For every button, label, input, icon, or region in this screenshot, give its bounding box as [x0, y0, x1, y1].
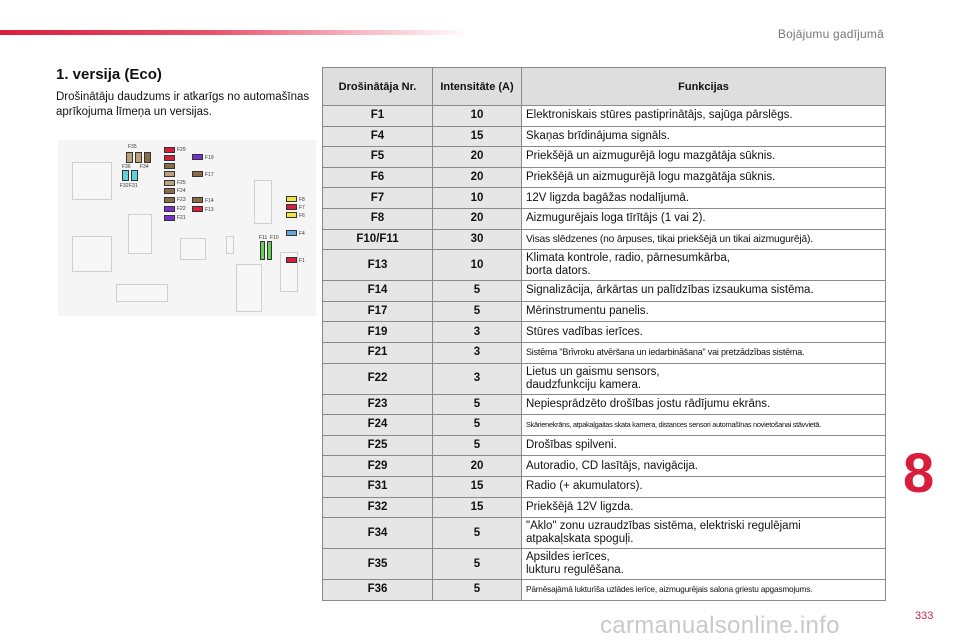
fuse-func: Pārnēsajāmā lukturīša uzlādes ierīce, aizmugurējais salona griestu apgasmojums. [522, 580, 886, 601]
fuse-amp: 3 [433, 342, 522, 363]
fuse-nr: F5 [323, 147, 433, 168]
fuse-func: Priekšējā un aizmugurējā logu mazgātāja sūknis. [522, 147, 886, 168]
table-row [323, 456, 886, 477]
fuse-nr: F7 [323, 188, 433, 209]
fuse-func: Aizmugurējais loga tīrītājs (1 vai 2). [522, 208, 886, 229]
fuse-nr: F13 [323, 250, 433, 281]
fuse-f8 [286, 196, 297, 202]
label-f21: F21 [177, 215, 186, 221]
label-f4: F4 [299, 231, 305, 237]
label-f31: F31 [129, 183, 138, 189]
fuse-func-line1: "Aklo" zonu uzraudzības sistēma, elektriski regulējami [526, 520, 801, 533]
fuse-nr: F24 [323, 415, 433, 436]
fuse-amp: 5 [433, 281, 522, 302]
fuse-nr: F14 [323, 281, 433, 302]
fuse-amp: 5 [433, 301, 522, 322]
fuse-amp: 5 [433, 415, 522, 436]
label-f10: F10 [270, 235, 279, 241]
fuse-amp: 5 [433, 394, 522, 415]
fuse-nr: F21 [323, 342, 433, 363]
table-row [323, 229, 886, 250]
label-f19: F19 [205, 155, 214, 161]
fuse-nr: F23 [323, 394, 433, 415]
fuse-f34 [144, 152, 151, 163]
fuse-amp: 20 [433, 167, 522, 188]
fuse-func-line2: atpakaļskata spoguļi. [526, 533, 634, 546]
label-f36: F36 [122, 164, 131, 170]
fuse-amp: 5 [433, 580, 522, 601]
fuse-amp: 10 [433, 188, 522, 209]
fuse-f36 [135, 152, 142, 163]
fuse-nr: F22 [323, 363, 433, 394]
fuse-amp: 20 [433, 208, 522, 229]
diagram-block [116, 284, 168, 302]
fuse-amp: 10 [433, 250, 522, 281]
fuse-f17 [192, 171, 203, 177]
table-row [323, 476, 886, 497]
fuse-amp: 10 [433, 106, 522, 127]
page-number: 333 [915, 610, 934, 622]
chapter-number: 8 [903, 441, 935, 504]
fuse-func: 12V ligzda bagāžas nodalījumā. [522, 188, 886, 209]
watermark: carmanualsonline.info [600, 612, 840, 639]
table-row [323, 435, 886, 456]
fuse-func-line2: daudzfunkciju kamera. [526, 378, 642, 391]
fuse-amp: 20 [433, 147, 522, 168]
label-f35: F35 [128, 144, 137, 150]
fuse-func: Autoradio, CD lasītājs, navigācija. [522, 456, 886, 477]
label-f6: F6 [299, 213, 305, 219]
fuse-nr: F19 [323, 322, 433, 343]
fuse-f31 [131, 170, 138, 181]
fuse-nr: F17 [323, 301, 433, 322]
table-row [323, 342, 886, 363]
fuse-f22 [164, 206, 175, 212]
fuse-brown [164, 163, 175, 169]
fuse-table [322, 67, 886, 601]
fuse-nr: F35 [323, 549, 433, 580]
intro-text: Drošinātāju daudzums ir atkarīgs no automašīnas aprīkojuma līmeņa un versijas. [56, 91, 310, 118]
fuse-nr: F25 [323, 435, 433, 456]
fuse-nr: F8 [323, 208, 433, 229]
fuse-nr: F6 [323, 167, 433, 188]
table-row [323, 549, 886, 580]
table-row [323, 497, 886, 518]
fuse-amp: 3 [433, 322, 522, 343]
fuse-f19 [192, 154, 203, 160]
fuse-func: Stūres vadības ierīces. [522, 322, 886, 343]
table-row [323, 301, 886, 322]
fuse-f1 [286, 257, 297, 263]
fuse-nr: F31 [323, 476, 433, 497]
fuse-func: Mērinstrumentu panelis. [522, 301, 886, 322]
section-header: Bojājumu gadījumā [777, 27, 884, 41]
label-f25: F25 [177, 180, 186, 186]
fuse-func: Skaņas brīdinājuma signāls. [522, 126, 886, 147]
fuse-box-diagram [58, 140, 316, 316]
fuse-amp: 20 [433, 456, 522, 477]
label-f8: F8 [299, 197, 305, 203]
table-row [323, 208, 886, 229]
label-f13: F13 [205, 207, 214, 213]
fuse-f14 [192, 197, 203, 203]
fuse-func: Visas slēdzenes (no ārpuses, tikai priekšējā un tikai aizmugurējā). [522, 229, 886, 250]
col-header-func: Funkcijas [522, 68, 886, 106]
fuse-f10 [267, 241, 272, 260]
diagram-block [72, 236, 112, 272]
fuse-func: Elektroniskais stūres pastiprinātājs, sajūga pārslēgs. [522, 106, 886, 127]
table-row [323, 126, 886, 147]
label-f24: F24 [177, 188, 186, 194]
fuse-f35 [126, 152, 133, 163]
fuse-red [164, 155, 175, 161]
table-row [323, 188, 886, 209]
fuse-nr: F32 [323, 497, 433, 518]
label-f23: F23 [177, 197, 186, 203]
label-f32: F32 [120, 183, 129, 189]
fuse-f7 [286, 204, 297, 210]
label-f17: F17 [205, 172, 214, 178]
label-f22: F22 [177, 206, 186, 212]
fuse-func: Drošības spilveni. [522, 435, 886, 456]
fuse-func-line2: borta dators. [526, 265, 591, 278]
fuse-func [522, 250, 886, 281]
fuse-func: Priekšējā 12V ligzda. [522, 497, 886, 518]
fuse-amp: 5 [433, 518, 522, 549]
label-f11: F11 [259, 235, 268, 241]
diagram-block [254, 180, 272, 224]
fuse-f21 [164, 215, 175, 221]
fuse-func-line2: lukturu regulēšana. [526, 564, 624, 577]
fuse-f11 [260, 241, 265, 260]
fuse-f29 [164, 147, 175, 153]
fuse-f25 [164, 180, 175, 186]
label-f1: F1 [299, 258, 305, 264]
table-row [323, 250, 886, 281]
fuse-amp: 30 [433, 229, 522, 250]
fuse-func: Nepiesprādzēto drošības jostu rādījumu ekrāns. [522, 394, 886, 415]
fuse-f23 [164, 197, 175, 203]
label-f34: F34 [140, 164, 149, 170]
table-row [323, 580, 886, 601]
fuse-func [522, 363, 886, 394]
table-row [323, 415, 886, 436]
table-row [323, 394, 886, 415]
fuse-func [522, 518, 886, 549]
fuse-tan [164, 171, 175, 177]
fuse-amp: 15 [433, 497, 522, 518]
fuse-func: Sistēma "Brīvroku atvēršana un iedarbināšana" vai pretzādzības sistēma. [522, 342, 886, 363]
table-row [323, 363, 886, 394]
fuse-func: Radio (+ akumulators). [522, 476, 886, 497]
fuse-f32 [122, 170, 129, 181]
col-header-amp: Intensitāte (A) [433, 68, 522, 106]
table-row [323, 147, 886, 168]
table-row [323, 281, 886, 302]
fuse-f13 [192, 206, 203, 212]
page-title: 1. versija (Eco) [56, 66, 162, 83]
diagram-block [180, 238, 206, 260]
fuse-func: Signalizācija, ārkārtas un palīdzības izsaukuma sistēma. [522, 281, 886, 302]
fuse-nr: F1 [323, 106, 433, 127]
top-accent-bar [0, 30, 470, 35]
fuse-func: Skārienekrāns, atpakaļgaitas skata kamera, distances sensori automašīnas novietošanai stāvvietā. [522, 415, 886, 436]
label-f14: F14 [205, 198, 214, 204]
diagram-block [72, 162, 112, 200]
label-f7: F7 [299, 205, 305, 211]
diagram-block [128, 214, 152, 254]
fuse-amp: 5 [433, 435, 522, 456]
fuse-func-line1: Klimata kontrole, radio, pārnesumkārba, [526, 252, 730, 265]
table-row [323, 167, 886, 188]
fuse-func: Priekšējā un aizmugurējā logu mazgātāja sūknis. [522, 167, 886, 188]
fuse-nr: F10/F11 [323, 229, 433, 250]
fuse-amp: 15 [433, 476, 522, 497]
fuse-func-line1: Apsildes ierīces, [526, 551, 610, 564]
fuse-nr: F29 [323, 456, 433, 477]
table-row [323, 518, 886, 549]
table-row [323, 106, 886, 127]
fuse-f6 [286, 212, 297, 218]
col-header-nr: Drošinātāja Nr. [323, 68, 433, 106]
fuse-amp: 3 [433, 363, 522, 394]
label-f29: F29 [177, 147, 186, 153]
fuse-func-line1: Lietus un gaismu sensors, [526, 365, 660, 378]
fuse-f24 [164, 188, 175, 194]
fuse-nr: F4 [323, 126, 433, 147]
fuse-amp: 5 [433, 549, 522, 580]
diagram-block [226, 236, 234, 254]
fuse-f4 [286, 230, 297, 236]
fuse-nr: F34 [323, 518, 433, 549]
table-row [323, 322, 886, 343]
fuse-amp: 15 [433, 126, 522, 147]
fuse-nr: F36 [323, 580, 433, 601]
fuse-func [522, 549, 886, 580]
diagram-block [236, 264, 262, 312]
